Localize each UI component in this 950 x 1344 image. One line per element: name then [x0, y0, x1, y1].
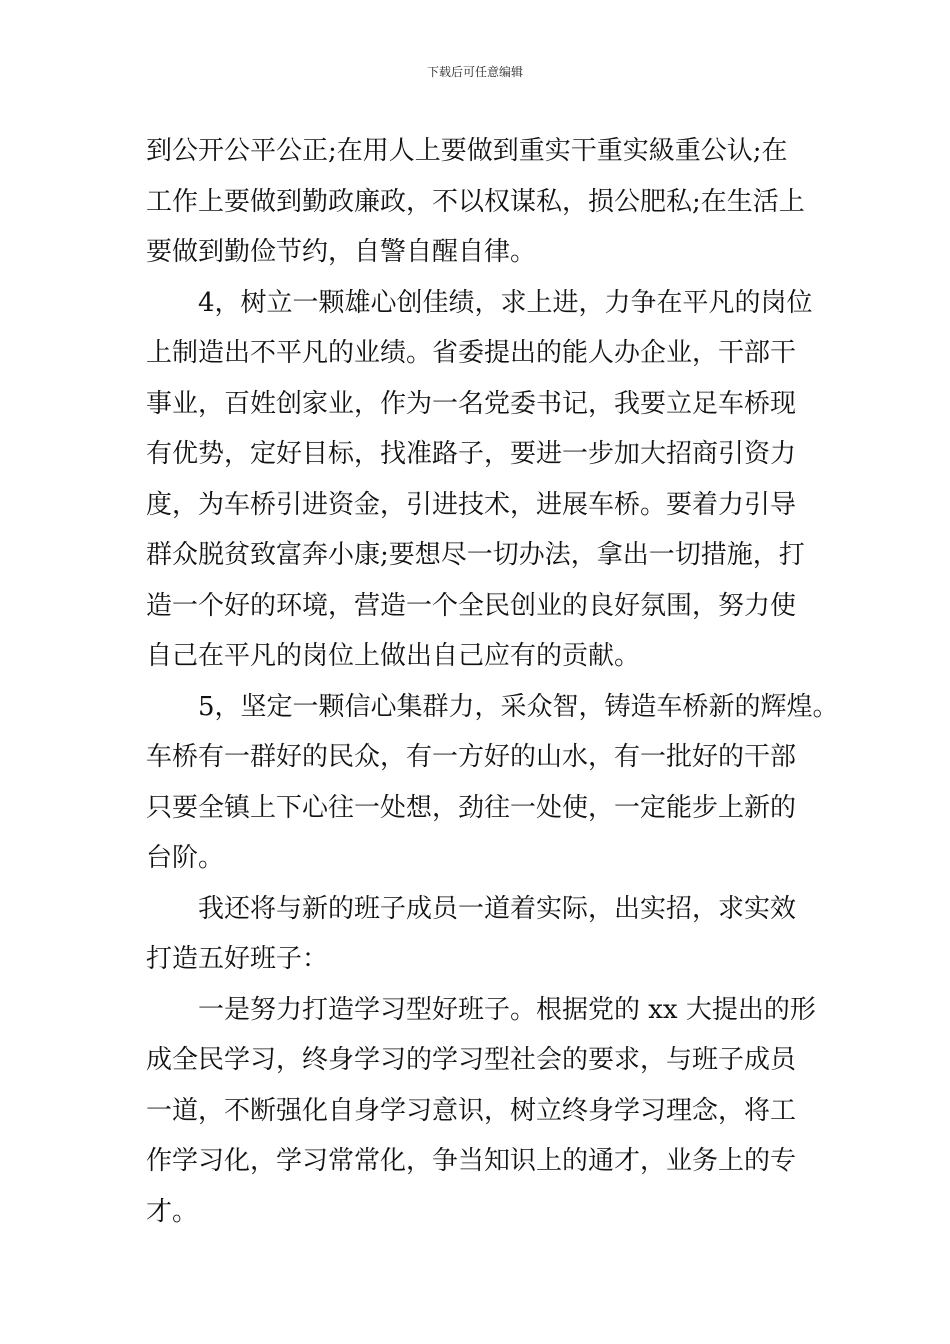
text-line: 只要全镇上下心往一处想，劲往一处使，一定能步上新的	[146, 792, 797, 823]
text-line: 才。	[146, 1196, 199, 1227]
text-line: 一道，不断强化自身学习意识，树立终身学习理念，将工	[146, 1095, 797, 1126]
text-line: 有优势，定好目标，找准路子，要进一步加大招商引资力	[146, 439, 797, 469]
text-line: 群众脱贫致富奔小康;要想尽一切办法，拿出一切措施，打	[146, 540, 805, 570]
text-line: 一是努力打造学习型好班子。根据党的 xx 大提出的形	[146, 994, 816, 1025]
text-line: 要做到勤俭节约，自警自醒自律。	[146, 237, 537, 267]
text-line: 打造五好班子：	[146, 944, 329, 974]
text-line: 造一个好的环境，营造一个全民创业的良好氛围，努力使	[146, 590, 797, 621]
text-line: 我还将与新的班子成员一道着实际，出实招，求实效	[146, 893, 797, 924]
text-line: 自己在平凡的岗位上做出自己应有的贡献。	[146, 641, 641, 671]
document-body	[146, 126, 839, 1237]
text-line: 作学习化，学习常常化，争当知识上的通才，业务上的专	[146, 1146, 797, 1176]
text-line: 4，树立一颗雄心创佳绩，求上进，力争在平凡的岗位	[146, 287, 813, 318]
text-line: 工作上要做到勤政廉政，不以权谋私，损公肥私;在生活上	[146, 186, 805, 217]
text-line: 上制造出不平凡的业绩。省委提出的能人办企业，干部干	[146, 338, 797, 368]
text-line: 5，坚定一颗信心集群力，采众智，铸造车桥新的辉煌。	[146, 691, 839, 722]
text-line: 台阶。	[146, 843, 225, 873]
text-line: 到公开公平公正;在用人上要做到重实干重实級重公认;在	[146, 136, 788, 166]
text-line: 事业，百姓创家业，作为一名党委书记，我要立足车桥现	[146, 388, 797, 419]
page-header: 下载后可任意编辑	[426, 65, 523, 79]
text-line: 成全民学习，终身学习的学习型社会的要求，与班子成员	[146, 1045, 797, 1075]
text-line: 车桥有一群好的民众，有一方好的山水，有一批好的干部	[146, 742, 797, 772]
text-line: 度，为车桥引进资金，引进技术，进展车桥。要着力引导	[146, 489, 797, 520]
